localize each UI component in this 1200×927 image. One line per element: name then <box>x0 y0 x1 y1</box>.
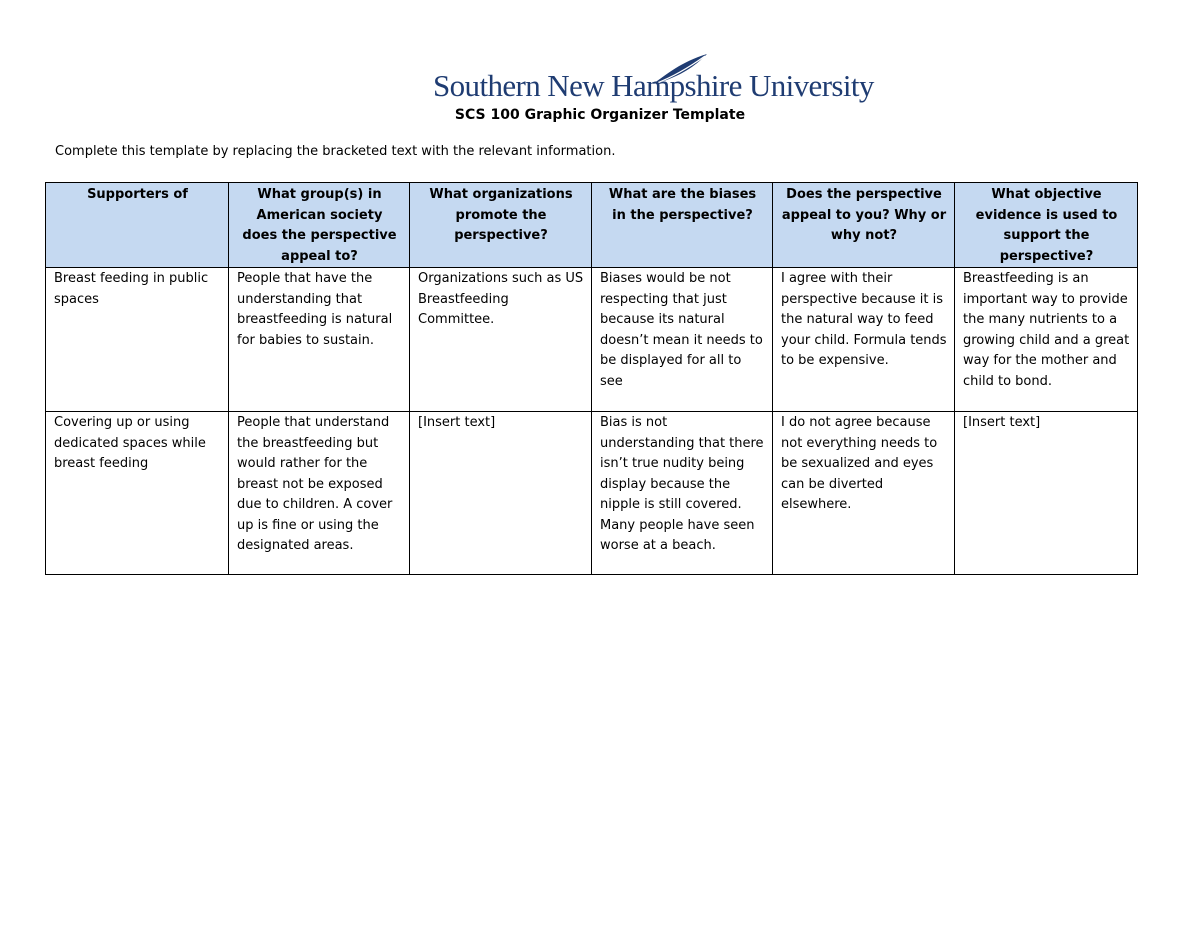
instruction-text: Complete this template by replacing the bracketed text with the relevant information. <box>55 144 616 159</box>
table-cell[interactable]: Organizations such as US Breastfeeding Committee. <box>410 268 592 412</box>
table-cell[interactable]: I agree with their perspective because it is the natural way to feed your child. Formula tends to be expensive. <box>773 268 955 412</box>
university-logo <box>433 52 874 104</box>
table-cell[interactable]: Breast feeding in public spaces <box>46 268 229 412</box>
university-name: Southern New Hampshire University <box>433 68 874 103</box>
table-cell[interactable]: I do not agree because not everything needs to be sexualized and eyes can be diverted elsewhere. <box>773 412 955 575</box>
column-header: What objective evidence is used to support the perspective? <box>955 183 1138 268</box>
graphic-organizer-table <box>45 182 1138 575</box>
insert-text-placeholder[interactable]: [Insert text] <box>955 412 1138 575</box>
column-header: What are the biases in the perspective? <box>592 183 773 268</box>
table-cell[interactable]: People that have the understanding that breastfeeding is natural for babies to sustain. <box>229 268 410 412</box>
table-cell[interactable]: Bias is not understanding that there isn’t true nudity being display because the nipple is still covered. Many people have seen worse at a beach. <box>592 412 773 575</box>
table-row <box>46 412 1138 575</box>
column-header: What group(s) in American society does the perspective appeal to? <box>229 183 410 268</box>
document-title: SCS 100 Graphic Organizer Template <box>454 107 746 123</box>
column-header: What organizations promote the perspective? <box>410 183 592 268</box>
column-header: Supporters of <box>46 183 229 268</box>
table-cell[interactable]: Biases would be not respecting that just because its natural doesn’t mean it needs to be displayed for all to see <box>592 268 773 412</box>
table-header-row <box>46 183 1138 268</box>
insert-text-placeholder[interactable]: [Insert text] <box>410 412 592 575</box>
table-cell[interactable]: Covering up or using dedicated spaces while breast feeding <box>46 412 229 575</box>
column-header: Does the perspective appeal to you? Why or why not? <box>773 183 955 268</box>
table-cell[interactable]: Breastfeeding is an important way to provide the many nutrients to a growing child and a great way for the mother and child to bond. <box>955 268 1138 412</box>
table-cell[interactable]: People that understand the breastfeeding but would rather for the breast not be exposed due to children. A cover up is fine or using the designated areas. <box>229 412 410 575</box>
table-row <box>46 268 1138 412</box>
